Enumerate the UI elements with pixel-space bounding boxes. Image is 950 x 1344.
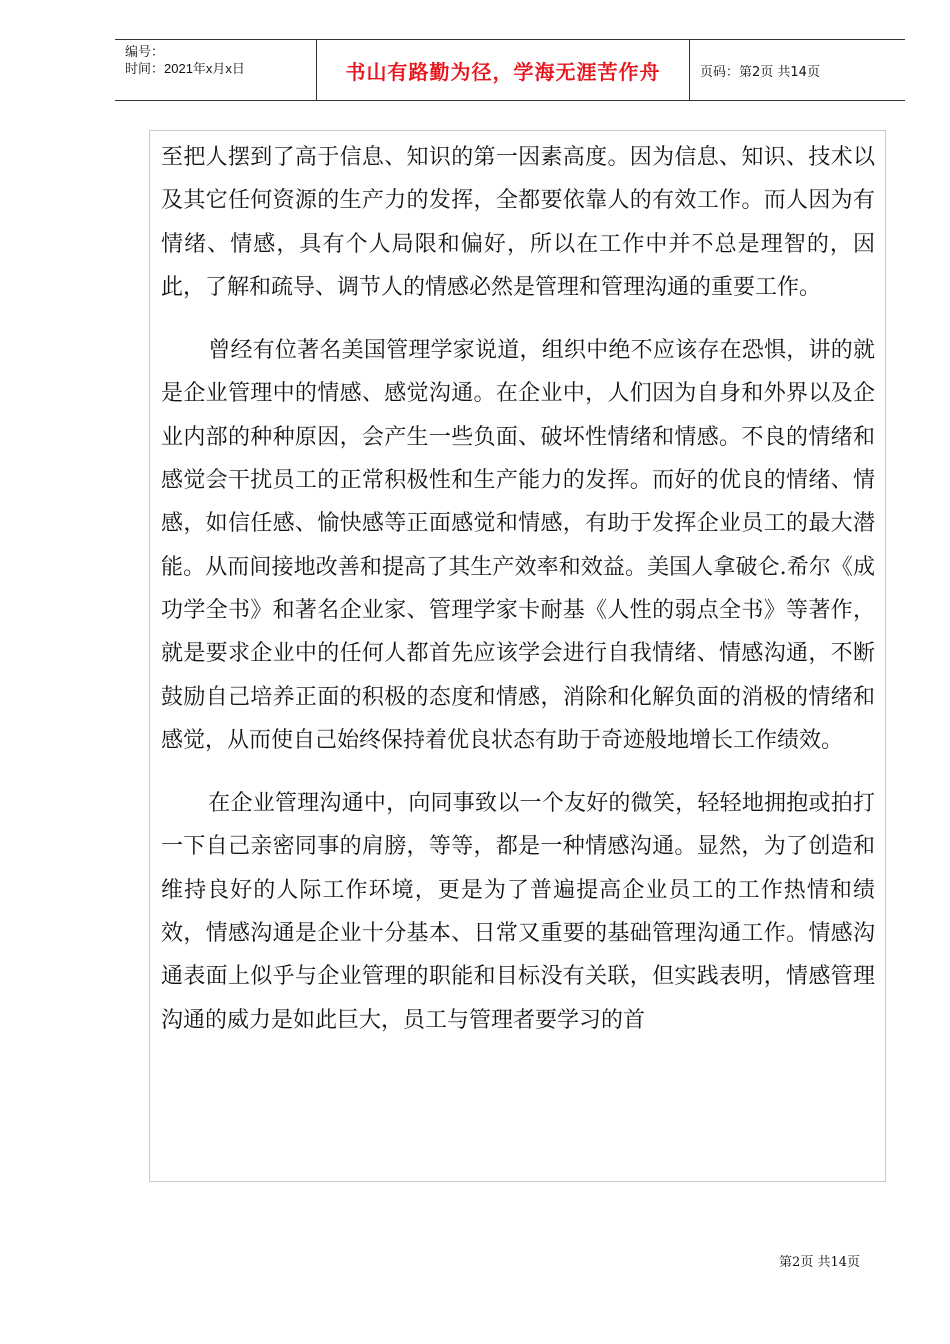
page-footer: 第2页 共14页	[779, 1255, 860, 1270]
paragraph-3: 在企业管理沟通中，向同事致以一个友好的微笑，轻轻地拥抱或拍打一下自己亲密同事的肩膀，等等，都是一种情感沟通。显然，为了创造和维持良好的人际工作环境，更是为了普遍提高企业员工的工作热情和绩效，情感沟通是企业十分基本、日常又重要的基础管理沟通工作。情感沟通表面上似乎与企业管理的职能和目标没有关联，但实践表明，情感管理沟通的威力是如此巨大，员工与管理者要学习的首	[161, 791, 875, 1033]
document-body	[149, 130, 886, 1182]
header-page-info: 页码：第2页 共14页	[700, 64, 820, 80]
time-label: 时间：2021年x月x日	[125, 61, 245, 76]
header-motto: 书山有路勤为径，学海无涯苦作舟	[316, 40, 690, 100]
paragraph-1: 至把人摆到了高于信息、知识的第一因素高度。因为信息、知识、技术以及其它任何资源的生产力的发挥，全都要依靠人的有效工作。而人因为有情绪、情感，具有个人局限和偏好，所以在工作中并不总是理智的，因此，了解和疏导、调节人的情感必然是管理和管理沟通的重要工作。	[161, 145, 875, 300]
paragraph-2: 曾经有位著名美国管理学家说道，组织中绝不应该存在恐惧，讲的就是企业管理中的情感、感觉沟通。在企业中，人们因为自身和外界以及企业内部的种种原因，会产生一些负面、破坏性情绪和情感。不良的情绪和感觉会干扰员工的正常积极性和生产能力的发挥。而好的优良的情绪、情感，如信任感、愉快感等正面感觉和情感，有助于发挥企业员工的最大潜能。从而间接地改善和提高了其生产效率和效益。美国人拿破仑.希尔《成功学全书》和著名企业家、管理学家卡耐基《人性的弱点全书》等著作，就是要求企业中的任何人都首先应该学会进行自我情绪、情感沟通，不断鼓励自己培养正面的积极的态度和情感，消除和化解负面的消极的情绪和感觉，从而使自己始终保持着优良状态有助于奇迹般地增长工作绩效。	[161, 338, 875, 753]
page-header	[115, 39, 905, 101]
number-label: 编号：	[125, 44, 165, 59]
header-meta	[115, 40, 316, 100]
